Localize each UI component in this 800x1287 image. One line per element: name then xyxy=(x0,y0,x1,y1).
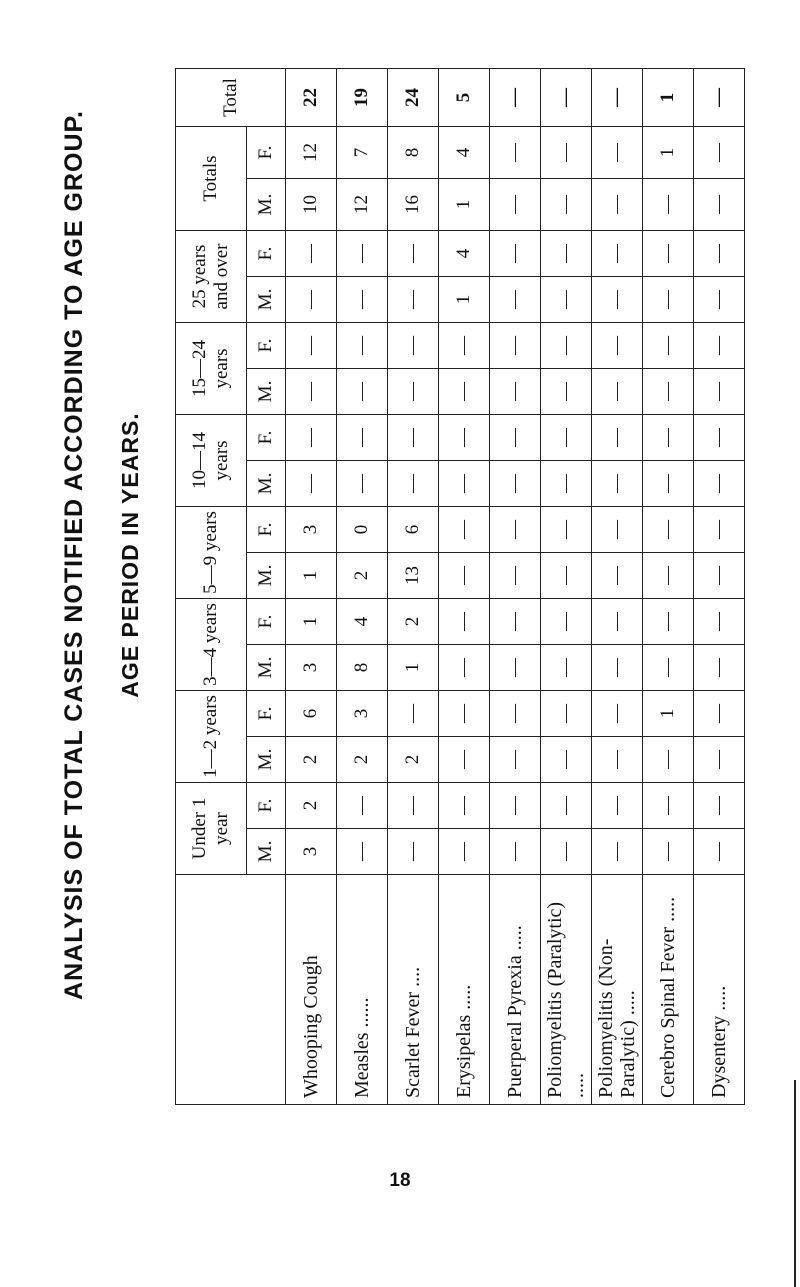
count-cell: 4 xyxy=(439,231,490,277)
count-cell: — xyxy=(694,461,745,507)
count-cell: — xyxy=(694,127,745,179)
count-cell: — xyxy=(490,783,541,829)
male-header: M. xyxy=(247,277,286,323)
count-cell: — xyxy=(337,829,388,875)
count-cell: — xyxy=(286,369,337,415)
count-cell: — xyxy=(541,179,592,231)
count-cell: 13 xyxy=(388,553,439,599)
count-cell: — xyxy=(490,737,541,783)
count-cell: — xyxy=(592,553,643,599)
count-cell: — xyxy=(541,691,592,737)
count-cell: — xyxy=(694,829,745,875)
count-cell: — xyxy=(592,783,643,829)
age-group-header: 5—9 years xyxy=(176,507,247,599)
count-cell: 2 xyxy=(388,599,439,645)
row-total: — xyxy=(541,69,592,127)
disease-name: Whooping Cough xyxy=(286,875,337,1105)
count-cell: — xyxy=(286,277,337,323)
count-cell: 16 xyxy=(388,179,439,231)
count-cell: — xyxy=(490,599,541,645)
count-cell: — xyxy=(592,369,643,415)
count-cell: — xyxy=(388,415,439,461)
count-cell: — xyxy=(388,323,439,369)
count-cell: — xyxy=(694,645,745,691)
count-cell: — xyxy=(592,461,643,507)
count-cell: — xyxy=(643,737,694,783)
count-cell: — xyxy=(388,231,439,277)
count-cell: — xyxy=(286,415,337,461)
disease-name: Cerebro Spinal Fever ..... xyxy=(643,875,694,1105)
count-cell: — xyxy=(694,369,745,415)
female-header: F. xyxy=(247,691,286,737)
age-group-header: 3—4 years xyxy=(176,599,247,691)
count-cell: 2 xyxy=(286,737,337,783)
count-cell: — xyxy=(694,737,745,783)
count-cell: — xyxy=(694,415,745,461)
row-total: 5 xyxy=(439,69,490,127)
count-cell: 8 xyxy=(388,127,439,179)
count-cell: — xyxy=(643,783,694,829)
count-cell: — xyxy=(490,645,541,691)
age-group-header: 1—2 years xyxy=(176,691,247,783)
count-cell: — xyxy=(388,461,439,507)
disease-name: Erysipelas ..... xyxy=(439,875,490,1105)
count-cell: — xyxy=(694,179,745,231)
count-cell: — xyxy=(592,691,643,737)
count-cell: — xyxy=(439,415,490,461)
female-header: F. xyxy=(247,323,286,369)
male-header: M. xyxy=(247,737,286,783)
count-cell: — xyxy=(592,415,643,461)
count-cell: 7 xyxy=(337,127,388,179)
count-cell: — xyxy=(541,599,592,645)
count-cell: — xyxy=(541,415,592,461)
count-cell: 2 xyxy=(286,783,337,829)
count-cell: 1 xyxy=(388,645,439,691)
count-cell: — xyxy=(643,179,694,231)
table-row xyxy=(541,69,592,1105)
count-cell: — xyxy=(388,277,439,323)
row-total: 19 xyxy=(337,69,388,127)
table-row xyxy=(439,69,490,1105)
count-cell: — xyxy=(439,783,490,829)
count-cell: — xyxy=(337,369,388,415)
count-cell: — xyxy=(541,737,592,783)
count-cell: 2 xyxy=(388,737,439,783)
page-subtitle: AGE PERIOD IN YEARS. xyxy=(117,412,143,698)
count-cell: — xyxy=(439,829,490,875)
count-cell: 1 xyxy=(643,691,694,737)
count-cell: — xyxy=(541,277,592,323)
count-cell: 1 xyxy=(439,179,490,231)
count-cell: — xyxy=(592,127,643,179)
table-row xyxy=(694,69,745,1105)
row-total: — xyxy=(694,69,745,127)
count-cell: 2 xyxy=(337,737,388,783)
age-group-header: Under 1 year xyxy=(176,783,247,875)
count-cell: 6 xyxy=(286,691,337,737)
male-header: M. xyxy=(247,369,286,415)
count-cell: — xyxy=(694,783,745,829)
count-cell: — xyxy=(337,461,388,507)
count-cell: — xyxy=(439,645,490,691)
count-cell: — xyxy=(694,323,745,369)
female-header: F. xyxy=(247,127,286,179)
age-group-header: Totals xyxy=(176,127,247,231)
table-row xyxy=(490,69,541,1105)
count-cell: 8 xyxy=(337,645,388,691)
count-cell: — xyxy=(490,231,541,277)
count-cell: — xyxy=(541,461,592,507)
count-cell: — xyxy=(490,415,541,461)
table-row xyxy=(592,69,643,1105)
count-cell: — xyxy=(592,323,643,369)
count-cell: — xyxy=(541,783,592,829)
count-cell: — xyxy=(643,461,694,507)
female-header: F. xyxy=(247,507,286,553)
count-cell: — xyxy=(592,507,643,553)
table-row xyxy=(643,69,694,1105)
male-header: M. xyxy=(247,829,286,875)
count-cell: — xyxy=(541,553,592,599)
count-cell: — xyxy=(643,599,694,645)
count-cell: — xyxy=(592,645,643,691)
age-group-header-row xyxy=(176,69,247,1105)
count-cell: — xyxy=(286,461,337,507)
rotated-page xyxy=(5,5,730,1105)
disease-name: Dysentery ..... xyxy=(694,875,745,1105)
count-cell: 12 xyxy=(337,179,388,231)
count-cell: — xyxy=(337,231,388,277)
count-cell: — xyxy=(490,323,541,369)
male-header: M. xyxy=(247,461,286,507)
count-cell: — xyxy=(337,277,388,323)
count-cell: 6 xyxy=(388,507,439,553)
count-cell: 1 xyxy=(286,599,337,645)
count-cell: — xyxy=(643,231,694,277)
total-header: Total xyxy=(176,69,286,127)
count-cell: — xyxy=(541,829,592,875)
count-cell: — xyxy=(643,415,694,461)
count-cell: — xyxy=(490,369,541,415)
count-cell: — xyxy=(439,461,490,507)
disease-name: Poliomyelitis (Non-Paralytic) ..... xyxy=(592,875,643,1105)
count-cell: — xyxy=(490,829,541,875)
count-cell: — xyxy=(643,369,694,415)
table-row xyxy=(388,69,439,1105)
row-total: 22 xyxy=(286,69,337,127)
count-cell: — xyxy=(643,323,694,369)
count-cell: — xyxy=(286,323,337,369)
count-cell: — xyxy=(592,277,643,323)
disease-name: Poliomyelitis (Paralytic) ..... xyxy=(541,875,592,1105)
count-cell: 1 xyxy=(439,277,490,323)
male-header: M. xyxy=(247,645,286,691)
disease-name: Scarlet Fever .... xyxy=(388,875,439,1105)
age-group-header: 10—14 years xyxy=(176,415,247,507)
count-cell: — xyxy=(592,179,643,231)
count-cell: 1 xyxy=(286,553,337,599)
table-body xyxy=(286,69,745,1105)
count-cell: — xyxy=(643,645,694,691)
count-cell: — xyxy=(388,783,439,829)
count-cell: — xyxy=(388,829,439,875)
count-cell: — xyxy=(694,691,745,737)
count-cell: 3 xyxy=(286,645,337,691)
count-cell: — xyxy=(388,691,439,737)
count-cell: — xyxy=(541,645,592,691)
count-cell: — xyxy=(541,369,592,415)
page-title: ANALYSIS OF TOTAL CASES NOTIFIED ACCORDING TO AGE GROUP. xyxy=(60,110,88,1000)
disease-header xyxy=(176,875,286,1105)
table-row xyxy=(286,69,337,1105)
count-cell: — xyxy=(490,277,541,323)
count-cell: 4 xyxy=(439,127,490,179)
disease-name: Puerperal Pyrexia ..... xyxy=(490,875,541,1105)
age-group-header: 25 years and over xyxy=(176,231,247,323)
count-cell: 1 xyxy=(643,127,694,179)
count-cell: — xyxy=(439,737,490,783)
count-cell: — xyxy=(490,507,541,553)
count-cell: — xyxy=(694,277,745,323)
count-cell: 10 xyxy=(286,179,337,231)
row-total: — xyxy=(592,69,643,127)
count-cell: 12 xyxy=(286,127,337,179)
count-cell: — xyxy=(592,737,643,783)
female-header: F. xyxy=(247,231,286,277)
female-header: F. xyxy=(247,599,286,645)
count-cell: — xyxy=(694,599,745,645)
count-cell: 2 xyxy=(337,553,388,599)
row-total: 24 xyxy=(388,69,439,127)
cases-table xyxy=(175,68,745,1105)
count-cell: — xyxy=(439,369,490,415)
count-cell: 3 xyxy=(337,691,388,737)
count-cell: — xyxy=(541,323,592,369)
count-cell: — xyxy=(643,829,694,875)
count-cell: — xyxy=(439,507,490,553)
row-total: 1 xyxy=(643,69,694,127)
count-cell: — xyxy=(337,415,388,461)
page-edge-line xyxy=(794,1080,796,1287)
count-cell: — xyxy=(490,691,541,737)
count-cell: — xyxy=(490,553,541,599)
count-cell: — xyxy=(286,231,337,277)
count-cell: — xyxy=(694,231,745,277)
table-row xyxy=(337,69,388,1105)
count-cell: 4 xyxy=(337,599,388,645)
disease-name: Measles ...... xyxy=(337,875,388,1105)
male-header: M. xyxy=(247,553,286,599)
count-cell: — xyxy=(490,127,541,179)
row-total: — xyxy=(490,69,541,127)
count-cell: — xyxy=(439,323,490,369)
count-cell: — xyxy=(541,507,592,553)
count-cell: — xyxy=(337,783,388,829)
female-header: F. xyxy=(247,415,286,461)
count-cell: — xyxy=(490,179,541,231)
count-cell: — xyxy=(439,553,490,599)
count-cell: — xyxy=(439,691,490,737)
count-cell: 3 xyxy=(286,507,337,553)
count-cell: — xyxy=(592,829,643,875)
count-cell: — xyxy=(694,553,745,599)
count-cell: — xyxy=(541,231,592,277)
female-header: F. xyxy=(247,783,286,829)
count-cell: — xyxy=(592,599,643,645)
page-number: 18 xyxy=(389,1170,411,1191)
count-cell: — xyxy=(541,127,592,179)
count-cell: — xyxy=(694,507,745,553)
count-cell: — xyxy=(337,323,388,369)
count-cell: — xyxy=(388,369,439,415)
male-header: M. xyxy=(247,179,286,231)
count-cell: — xyxy=(439,599,490,645)
count-cell: — xyxy=(643,507,694,553)
age-group-header: 15—24 years xyxy=(176,323,247,415)
count-cell: — xyxy=(490,461,541,507)
count-cell: — xyxy=(643,277,694,323)
count-cell: — xyxy=(592,231,643,277)
count-cell: — xyxy=(643,553,694,599)
count-cell: 3 xyxy=(286,829,337,875)
count-cell: 0 xyxy=(337,507,388,553)
